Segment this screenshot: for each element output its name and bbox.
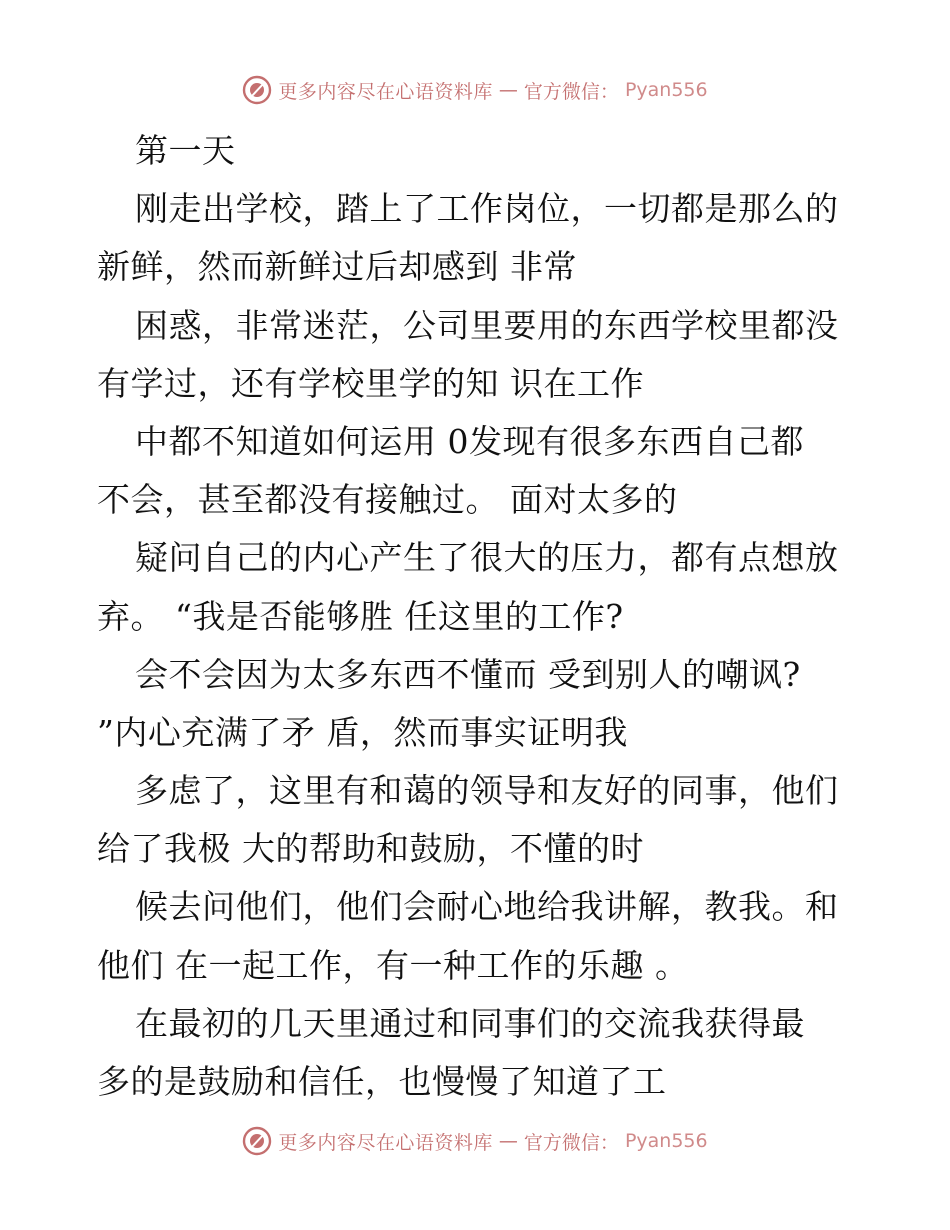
body-line: 他们 在一起工作，有一种工作的乐趣 。 [97,945,689,985]
body-line: 给了我极 大的帮助和鼓励，不懂的时 [97,829,644,869]
body-line: 弃。 “我是否能够胜 任这里的工作? [97,596,624,636]
document-body [97,122,867,1111]
header-watermark [0,72,950,108]
body-line: 刚走出学校，踏上了工作岗位，一切都是那么的 [135,189,839,229]
watermark-brand-text: 更多内容尽在心语资料库 [278,1131,493,1154]
watermark-separator: — [498,1130,518,1152]
body-line: 会不会因为太多东西不懂而 受到别人的嘲讽? [135,654,801,694]
body-line: 在最初的几天里通过和同事们的交流我获得最 [135,1003,805,1043]
watermark-account: Pyan556 [624,1130,708,1152]
body-line: ”内心充满了矛 盾，然而事实证明我 [97,712,628,752]
watermark-label: 官方微信： [523,80,619,103]
watermark-separator: — [498,79,518,101]
body-line: 新鲜，然而新鲜过后却感到 非常 [97,247,577,287]
watermark-account: Pyan556 [624,79,708,101]
footer-watermark [0,1123,950,1159]
body-line: 困惑，非常迷茫，公司里要用的东西学校里都没 [135,305,839,345]
body-line: 多的是鼓励和信任，也慢慢了知道了工 [97,1062,667,1101]
body-line: 不会，甚至都没有接触过。 面对太多的 [97,480,678,520]
body-line: 疑问自己的内心产生了很大的压力，都有点想放 [135,538,839,578]
watermark-label: 官方微信： [523,1131,619,1154]
brand-logo-icon [242,75,272,105]
body-line: 候去问他们，他们会耐心地给我讲解，教我。和 [135,887,839,927]
watermark-brand-text: 更多内容尽在心语资料库 [278,80,493,103]
brand-logo-icon [242,1126,272,1156]
body-line: 第一天 [135,131,236,170]
body-line: 中都不知道如何运用 0发现有很多东西自己都 [135,421,804,461]
body-line: 多虑了，这里有和蔼的领导和友好的同事，他们 [135,771,839,811]
body-line: 有学过，还有学校里学的知 识在工作 [97,363,644,403]
